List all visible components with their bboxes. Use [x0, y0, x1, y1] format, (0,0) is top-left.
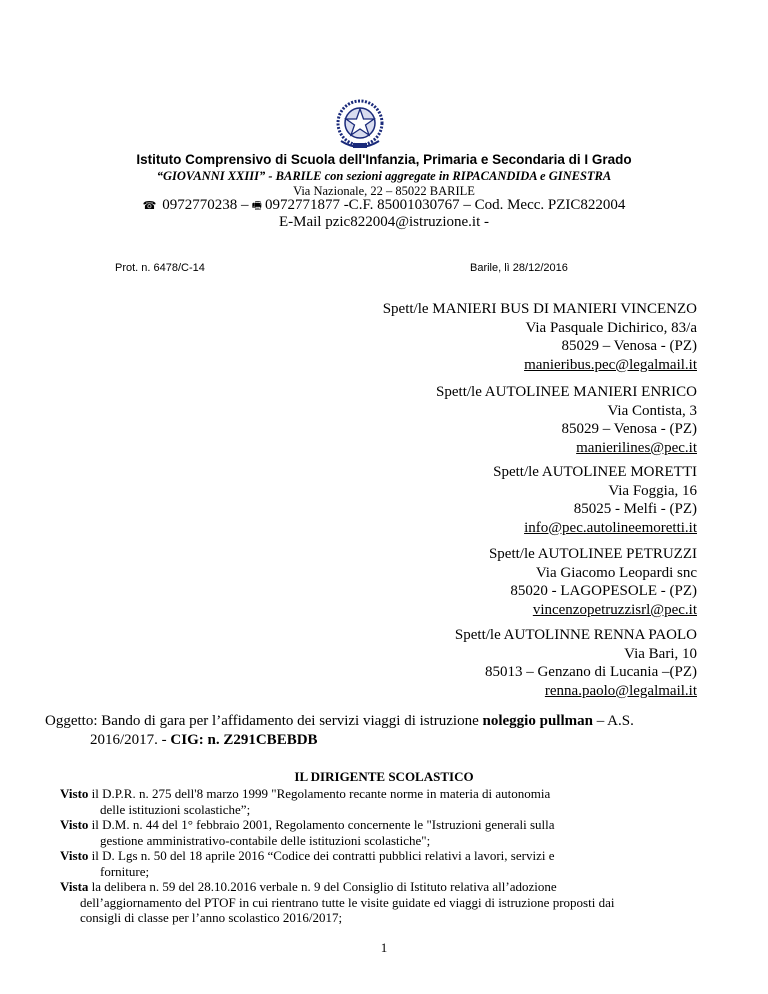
- clause-text: il D.P.R. n. 275 dell'8 marzo 1999 "Regolamento recante norme in materia di autonomia: [88, 786, 551, 801]
- fax-details: 0972771877 -C.F. 85001030767 – Cod. Mecc. PZIC822004: [264, 197, 626, 213]
- recipient-city: 85029 – Venosa - (PZ): [561, 421, 697, 437]
- recipient-name: Spett/le AUTOLINNE RENNA PAOLO: [454, 627, 697, 643]
- clause-continuation: dell’aggiornamento del PTOF in cui rientrano tutte le visite guidate ed viaggi di istruzione proposti dai: [80, 894, 615, 910]
- clause-continuation: delle istituzioni scolastiche”;: [100, 801, 251, 817]
- recipient-name: Spett/le AUTOLINEE MORETTI: [493, 464, 697, 480]
- recipient-block: [383, 300, 697, 374]
- clause-keyword: Visto: [60, 848, 89, 863]
- phone-icon: ☎: [142, 200, 157, 212]
- recipient-block: [489, 545, 697, 619]
- protocol-number: Prot. n. 6478/C-14: [115, 262, 205, 274]
- recipient-street: Via Pasquale Dichirico, 83/a: [525, 319, 697, 336]
- fax-icon: 🖷: [251, 200, 262, 212]
- subject-tail: – A.S.: [592, 713, 634, 729]
- recipient-block: [493, 463, 697, 537]
- document-date: Barile, lì 28/12/2016: [470, 262, 568, 274]
- recipient-email[interactable]: renna.paolo@legalmail.it: [544, 682, 697, 699]
- cig-code: CIG: n. Z291CBEBDB: [170, 731, 318, 748]
- recipient-name: Spett/le AUTOLINEE MANIERI ENRICO: [436, 384, 697, 400]
- recipient-city: 85029 – Venosa - (PZ): [561, 338, 697, 354]
- clause-keyword: Visto: [60, 817, 89, 832]
- clause-text: il D.M. n. 44 del 1° febbraio 2001, Regolamento concernente le "Istruzioni generali sulla: [88, 817, 555, 832]
- clause-text: il D. Lgs n. 50 del 18 aprile 2016 “Codice dei contratti pubblici relativi a lavori, servizi e: [88, 848, 555, 863]
- subject-bold: noleggio pullman: [482, 713, 593, 729]
- clause-keyword: Visto: [60, 786, 89, 801]
- clause-continuation: forniture;: [100, 863, 150, 879]
- recipient-street: Via Giacomo Leopardi snc: [535, 564, 697, 581]
- phone-number: 0972770238 –: [162, 197, 249, 213]
- institute-name: Istituto Comprensivo di Scuola dell'Infanzia, Primaria e Secondaria di I Grado: [136, 152, 632, 167]
- clause: [60, 879, 750, 926]
- recipient-street: Via Contista, 3: [607, 402, 697, 419]
- clause-text: la delibera n. 59 del 28.10.2016 verbale n. 9 del Consiglio di Istituto relativa all’adozione: [88, 879, 557, 894]
- clause: [60, 848, 750, 879]
- republic-emblem: [331, 97, 389, 153]
- institute-email: E-Mail pzic822004@istruzione.it -: [278, 214, 489, 230]
- subject-year: 2016/2017. -: [90, 731, 171, 748]
- recipient-email[interactable]: manieribus.pec@legalmail.it: [524, 356, 697, 373]
- institute-subtitle: “GIOVANNI XXIII” - BARILE con sezioni aggregate in RIPACANDIDA e GINESTRA: [156, 169, 612, 183]
- page-number: 1: [380, 940, 388, 955]
- clause: [60, 817, 750, 848]
- section-title: IL DIRIGENTE SCOLASTICO: [294, 769, 474, 784]
- subject-line: [45, 712, 745, 749]
- clause-keyword: Vista: [60, 879, 89, 894]
- clause-continuation: consigli di classe per l’anno scolastico 2016/2017;: [80, 910, 343, 925]
- recipient-email[interactable]: vincenzopetruzzisrl@pec.it: [532, 601, 697, 618]
- recipient-city: 85020 - LAGOPESOLE - (PZ): [510, 583, 697, 599]
- recipient-name: Spett/le MANIERI BUS DI MANIERI VINCENZO: [382, 301, 697, 317]
- clause-continuation: gestione amministrativo-contabile delle istituzioni scolastiche";: [100, 832, 431, 848]
- clause: [60, 786, 750, 817]
- subject-lead: Oggetto: Bando di gara per l’affidamento dei servizi viaggi di istruzione: [45, 713, 483, 729]
- recipient-street: Via Bari, 10: [624, 645, 697, 662]
- recipient-email[interactable]: info@pec.autolineemoretti.it: [524, 519, 697, 536]
- institute-address: Via Nazionale, 22 – 85022 BARILE: [293, 184, 475, 198]
- recipient-city: 85013 – Genzano di Lucania –(PZ): [484, 664, 697, 680]
- recipient-email[interactable]: manierilines@pec.it: [576, 439, 697, 456]
- recipient-block: [455, 626, 697, 700]
- recipient-city: 85025 - Melfi - (PZ): [573, 501, 697, 517]
- recipient-name: Spett/le AUTOLINEE PETRUZZI: [488, 546, 697, 562]
- recipient-block: [436, 383, 697, 457]
- recipient-street: Via Foggia, 16: [608, 482, 697, 499]
